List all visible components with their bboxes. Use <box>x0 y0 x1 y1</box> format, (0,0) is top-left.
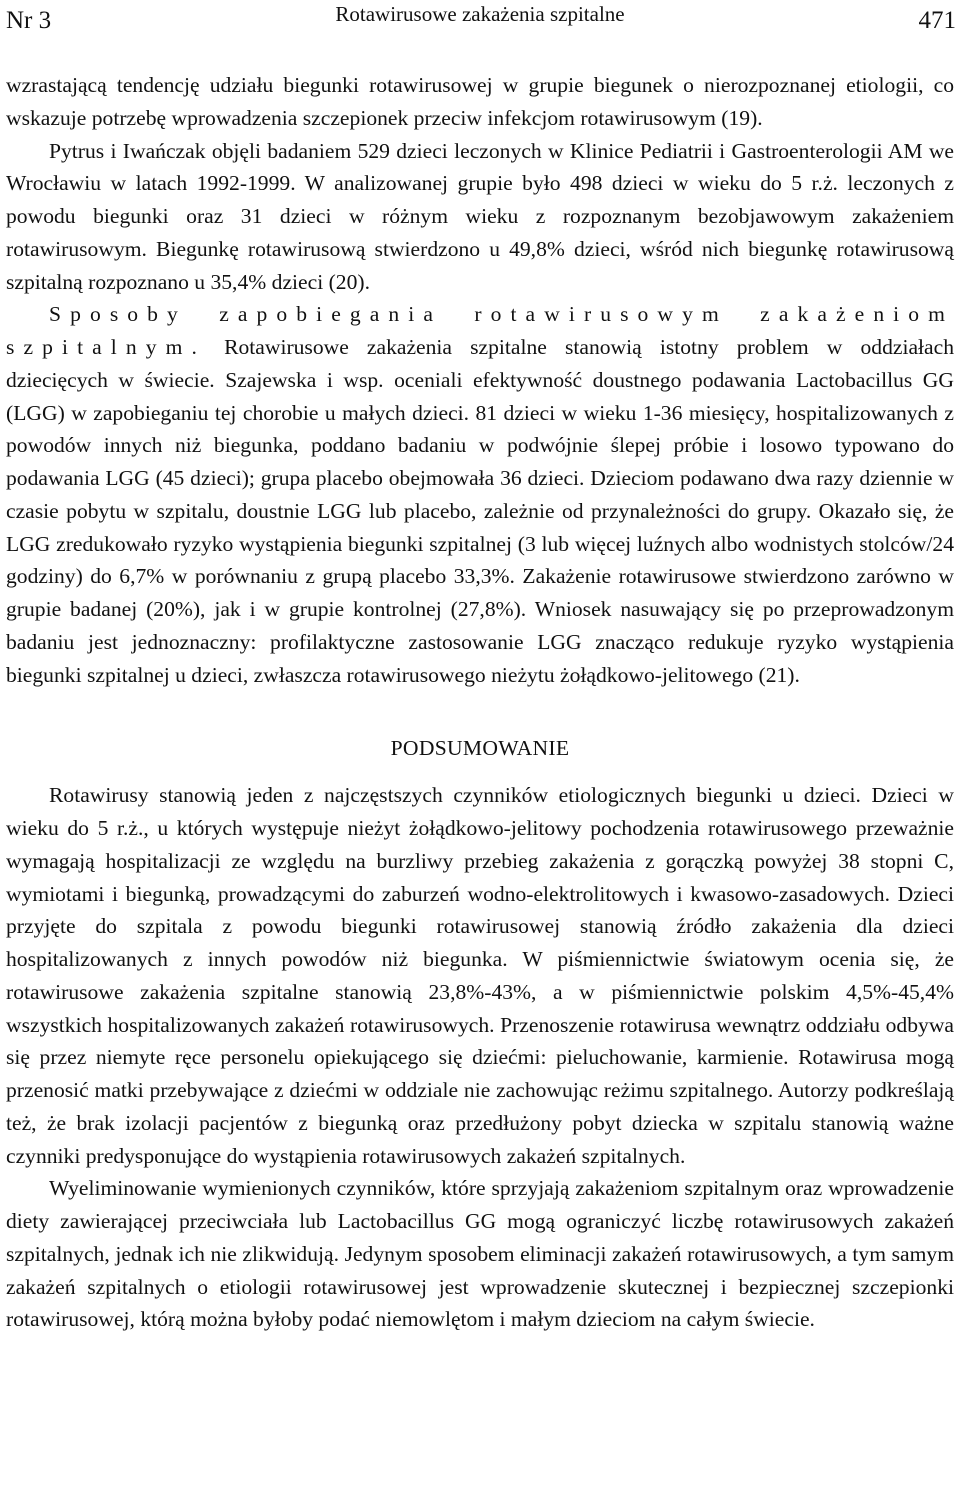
paragraph-summary-1: Rotawirusy stanowią jeden z najczęstszych czynników etiologicznych biegunki u dzieci. Dzieci w wieku do 5 r.ż., u których występuje nieżyt żołądkowo-jelitowy pochodzenia rotawirusowego przeważnie wymagają hospitalizacji ze względu na burzliwy przebieg zakażenia z gorączką powyżej 38 stopni C, wymiotami i biegunką, prowadzącymi do zaburzeń wodno-elektrolitowych i kwasowo-zasadowych. Dzieci przyjęte do szpitala z powodu biegunki rotawirusowej stanowią źródło zakażenia dla dzieci hospitalizowanych z innych powodów niż biegunka. W piśmiennictwie światowym ocenia się, że rotawirusowe zakażenia szpitalne stanowią 23,8%-43%, a w piśmiennictwie polskim 4,5%-45,4% wszystkich hospitalizowanych zakażeń rotawirusowych. Przenoszenie rotawirusa wewnątrz oddziału odbywa się przez niemyte ręce personelu opiekującego się dziećmi: pieluchowanie, karmienie. Rotawirusa mogą przenosić matki przebywające z dziećmi w oddziale nie zachowując reżimu szpitalnego. Autorzy podkreślają też, że brak izolacji pacjentów z biegunką oraz przedłużony pobyt dziecka w szpitalu stanowią ważne czynniki predysponujące do wystąpienia rotawirusowych zakażeń szpitalnych. <box>6 783 954 1168</box>
paragraph-pytrus-study: Pytrus i Iwańczak objęli badaniem 529 dzieci leczonych w Klinice Pediatrii i Gastroenterologii AM we Wrocławiu w latach 1992-1999. W analizowanej grupie było 498 dzieci w wieku do 5 r.ż. leczonych z powodu biegunki oraz 31 dzieci w różnym wieku z rozpoznanym bezobjawowym zakażeniem rotawirusowym. Biegunkę rotawirusową stwierdzono u 49,8% dzieci, wśród nich biegunkę rotawirusową szpitalną rozpoznano u 35,4% dzieci (20). <box>6 138 954 294</box>
journal-number: Nr 3 <box>6 7 52 34</box>
paragraph-prevention-text: Rotawirusowe zakażenia szpitalne stanowią istotny problem w oddziałach dziecięcych w świecie. Szajewska i wsp. oceniali efektywność doustnego podawania Lactobacillus GG (LGG) w zapobieganiu tej chorobie u małych dzieci. 81 dzieci w wieku 1-36 miesięcy, hospitalizowanych z powodów innych niż biegunka, poddano badaniu w podwójnie ślepej próbie i losowo typowano do podawania LGG (45 dzieci); grupa placebo obejmowała 36 dzieci. Dzieciom podawano dwa razy dziennie w czasie pobytu w szpitalu, doustnie LGG lub placebo, zależnie od przynależności do grupy. Okazało się, że LGG zredukowało ryzyko wystąpienia biegunki szpitalnej (3 lub więcej luźnych albo wodnistych stolców/24 godziny) do 6,7% w porównaniu z grupą placebo 33,3%. Zakażenie rotawirusowe stwierdzono zarówno w grupie badanej (20%), jak i w grupie kontrolnej (27,8%). Wniosek nasuwający się po przeprowadzonym badaniu jest jednoznaczny: profilaktyczne zastosowanie LGG znacząco redukuje ryzyko wystąpienia biegunki szpitalnej u dzieci, zwłaszcza rotawirusowego nieżytu żołądkowo-jelitowego (21). <box>6 335 954 687</box>
page-number: 471 <box>918 7 956 34</box>
article-body <box>6 69 954 1336</box>
section-heading-summary: PODSUMOWANIE <box>390 736 570 761</box>
paragraph-continuation: wzrastającą tendencję udziału biegunki rotawirusowej w grupie biegunek o nierozpoznanej etiologii, co wskazuje potrzebę wprowadzenia szczepionek przeciw infekcjom rotawirusowym (19). <box>6 73 954 130</box>
paragraph-summary-2: Wyeliminowanie wymienionych czynników, które sprzyjają zakażeniom szpitalnym oraz wprowadzenie diety zawierającej przeciwciała lub Lactobacillus GG mogą ograniczyć liczbę rotawirusowych zakażeń szpitalnych, jednak ich nie zlikwidują. Jedynym sposobem eliminacji zakażeń rotawirusowych, a tym samym zakażeń szpitalnych o etiologii rotawirusowej jest wprowadzenie skutecznej i bezpiecznej szczepionki rotawirusowej, którą można byłoby podać niemowlętom i małym dzieciom na całym świecie. <box>6 1176 954 1332</box>
section-run-in-heading: Sposoby zapobiegania rotawirusowym zakażeniom szpitalnym. <box>6 302 954 359</box>
paragraph-prevention <box>6 298 954 691</box>
running-title: Rotawirusowe zakażenia szpitalne <box>335 2 625 26</box>
page-header <box>0 0 960 40</box>
